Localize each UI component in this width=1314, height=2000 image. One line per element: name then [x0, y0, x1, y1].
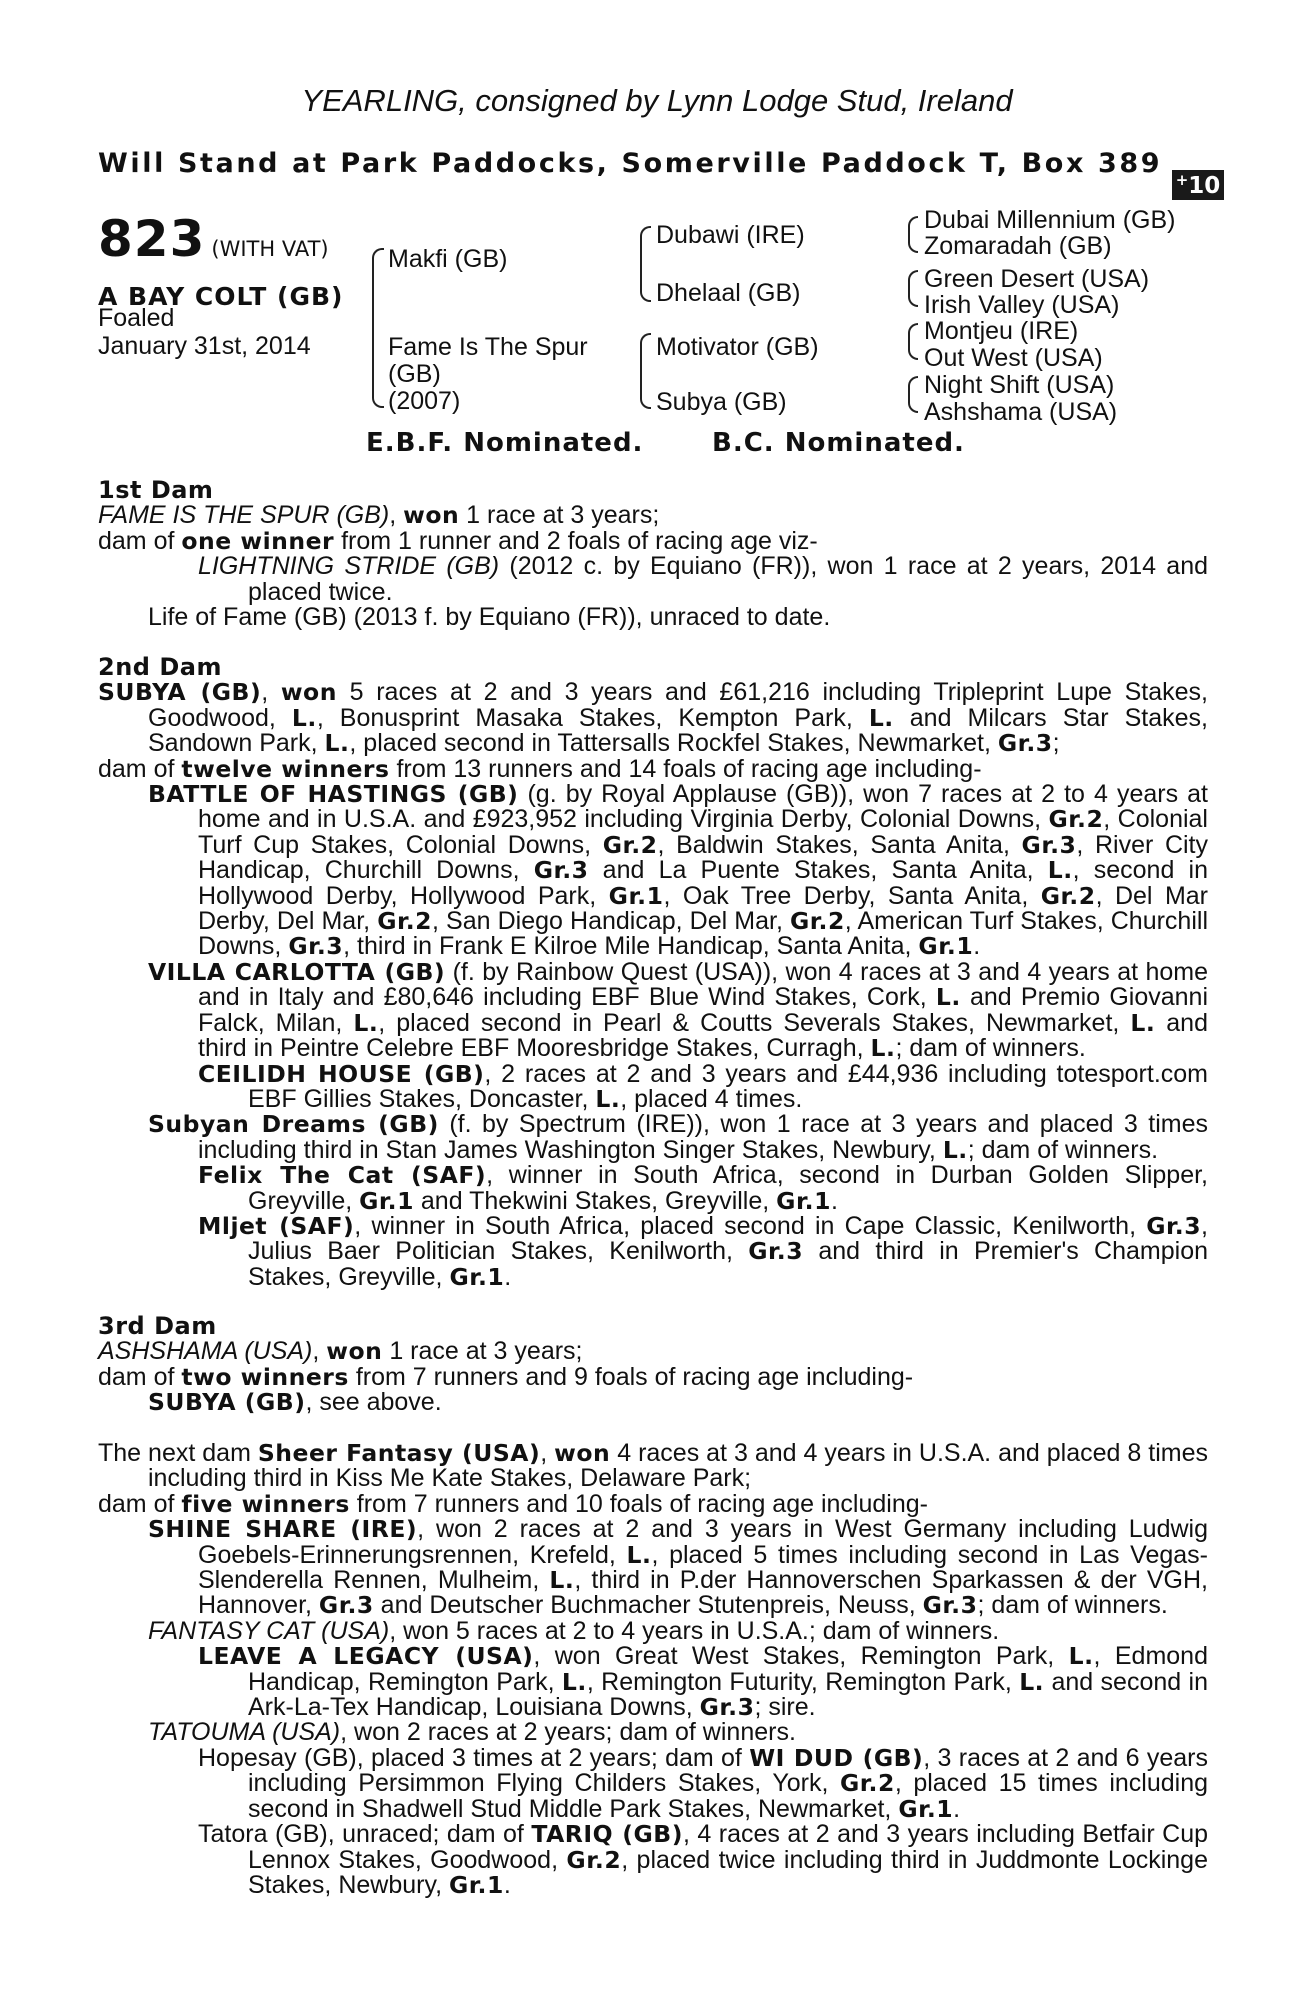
grandparent-6: Out West (USA) — [924, 344, 1103, 372]
brace-dam — [640, 333, 651, 409]
brace-g4 — [908, 376, 918, 413]
brace-g3 — [908, 323, 918, 360]
third-dam-section — [98, 1314, 1208, 1416]
brace-sire — [640, 226, 651, 302]
badge-text: 10 — [1188, 173, 1221, 199]
dam-line-2: (GB) — [388, 360, 441, 388]
foaled-label: Foaled — [98, 304, 175, 332]
produce-mljet: Mljet (SAF), winner in South Africa, placed second in Cape Classic, Kenilworth, Gr.3, Julius Baer Politician Stakes, Kenilworth, Gr.3 and third in Premier's Champion Stakes, Greyville, Gr.1. — [198, 1211, 1208, 1291]
lot-number-block — [98, 210, 329, 268]
third-dam-record: ASHSHAMA (USA), won 1 race at 3 years; — [98, 1337, 583, 1366]
stand-location: Will Stand at Park Paddocks, Somerville Paddock T, Box 389 — [98, 148, 1163, 179]
second-dam-produce: dam of twelve winners from 13 runners and 14 foals of racing age including- — [98, 754, 982, 783]
sire-dam: Dhelaal (GB) — [656, 279, 801, 307]
produce-lightning-stride: LIGHTNING STRIDE (GB) (2012 c. by Equiano (FR)), won 1 race at 2 years, 2014 and placed twice. — [198, 552, 1209, 606]
vat-note: (WITH VAT) — [211, 237, 329, 261]
consignor-line: YEARLING, consigned by Lynn Lodge Stud, Ireland — [301, 83, 1013, 118]
third-dam-produce: dam of two winners from 7 runners and 9 foals of racing age including- — [98, 1362, 914, 1391]
second-dam-heading: 2nd Dam — [98, 653, 222, 681]
produce-subya: SUBYA (GB), see above. — [148, 1388, 442, 1417]
second-dam-section — [98, 655, 1208, 1290]
produce-subyan-dreams: Subyan Dreams (GB) (f. by Spectrum (IRE)), won 1 race at 3 years and placed 3 times including third in Stan James Washington Singer Stakes, Newbury, L.; dam of winners. — [148, 1110, 1208, 1164]
produce-fantasy-cat: FANTASY CAT (USA), won 5 races at 2 to 4 years in U.S.A.; dam of winners. — [148, 1616, 1000, 1645]
first-dam-section — [98, 478, 1208, 630]
sale-badge — [1172, 170, 1224, 200]
dam-sire: Motivator (GB) — [656, 333, 819, 361]
grandparent-7: Night Shift (USA) — [924, 371, 1115, 399]
grandparent-3: Green Desert (USA) — [924, 265, 1150, 293]
dam-dam: Subya (GB) — [656, 388, 787, 416]
produce-tatora: Tatora (GB), unraced; dam of TARIQ (GB), 4 races at 2 and 3 years including Betfair Cup Lennox Stakes, Goodwood, Gr.2, placed twice including third in Juddmonte Lockinge Stakes, Newbury, Gr.1. — [198, 1820, 1209, 1899]
second-dam-record: SUBYA (GB), won 5 races at 2 and 3 years and £61,216 including Tripleprint Lupe Stakes, Goodwood, L., Bonusprint Masaka Stakes, Kempton Park, L. and Milcars Star Stakes, Sandown Park, L., placed second in Tattersalls Rockfel Stakes, Newmarket, Gr.3; — [98, 678, 1208, 758]
third-dam-heading: 3rd Dam — [98, 1312, 217, 1340]
first-dam-heading: 1st Dam — [98, 476, 214, 504]
horse-title: A BAY COLT (GB) — [98, 282, 344, 311]
produce-shine-share: SHINE SHARE (IRE), won 2 races at 2 and 3 years in West Germany including Ludwig Goebels-Erinnerungsrennen, Krefeld, L., placed 5 times including second in Las Vegas-Slenderella Rennen, Mulheim, L., third in P.der Hannoverschen Sparkassen & der VGH, Hannover, Gr.3 and Deutscher Buchmacher Stutenpreis, Neuss, Gr.3; dam of winners. — [148, 1515, 1208, 1620]
produce-villa-carlotta: VILLA CARLOTTA (GB) (f. by Rainbow Quest (USA)), won 4 races at 3 and 4 years at home and in Italy and £80,646 including EBF Blue Wind Stakes, Cork, L. and Premio Giovanni Falck, Milan, L., placed second in Pearl & Coutts Severals Stakes, Newmarket, L. and third in Peintre Celebre EBF Mooresbridge Stakes, Curragh, L.; dam of winners. — [148, 957, 1209, 1063]
lot-number: 823 — [98, 210, 206, 268]
first-dam-produce: dam of one winner from 1 runner and 2 foals of racing age viz- — [98, 526, 818, 555]
brace-g2 — [908, 270, 918, 307]
grandparent-1: Dubai Millennium (GB) — [924, 206, 1176, 234]
grandparent-4: Irish Valley (USA) — [924, 291, 1120, 319]
produce-life-of-fame: Life of Fame (GB) (2013 f. by Equiano (FR)), unraced to date. — [148, 603, 831, 632]
produce-ceilidh-house: CEILIDH HOUSE (GB), 2 races at 2 and 3 years and £44,936 including totesport.com EBF Gillies Stakes, Doncaster, L., placed 4 times. — [198, 1059, 1209, 1113]
grandparent-2: Zomaradah (GB) — [924, 232, 1112, 260]
first-dam-record: FAME IS THE SPUR (GB), won 1 race at 3 years; — [98, 501, 660, 530]
produce-leave-a-legacy: LEAVE A LEGACY (USA), won Great West Stakes, Remington Park, L., Edmond Handicap, Remington Park, L., Remington Futurity, Remington Park, L. and second in Ark-La-Tex Handicap, Louisiana Downs, Gr.3; sire. — [198, 1642, 1208, 1722]
dam-line-1: Fame Is The Spur — [388, 333, 588, 361]
dam-line-3: (2007) — [388, 387, 461, 415]
bc-nominated: B.C. Nominated. — [712, 428, 965, 458]
ebf-nominated: E.B.F. Nominated. — [366, 428, 644, 458]
grandparent-5: Montjeu (IRE) — [924, 317, 1079, 345]
produce-battle-of-hastings: BATTLE OF HASTINGS (GB) (g. by Royal Applause (GB)), won 7 races at 2 to 4 years at home and in U.S.A. and £923,952 including Virginia Derby, Colonial Downs, Gr.2, Colonial Turf Cup Stakes, Colonial Downs, Gr.2, Baldwin Stakes, Santa Anita, Gr.3, River City Handicap, Churchill Downs, Gr.3 and La Puente Stakes, Santa Anita, L., second in Hollywood Derby, Hollywood Park, Gr.1, Oak Tree Derby, Santa Anita, Gr.2, Del Mar Derby, Del Mar, Gr.2, San Diego Handicap, Del Mar, Gr.2, American Turf Stakes, Churchill Downs, Gr.3, third in Frank E Kilroe Mile Handicap, Santa Anita, Gr.1. — [148, 780, 1209, 961]
brace-g1 — [908, 216, 918, 253]
produce-tatouma: TATOUMA (USA), won 2 races at 2 years; dam of winners. — [148, 1718, 796, 1747]
sire: Makfi (GB) — [388, 245, 508, 273]
next-dam-record: The next dam Sheer Fantasy (USA), won 4 races at 3 and 4 years in U.S.A. and placed 8 times including third in Kiss Me Kate Stakes, Delaware Park; — [98, 1439, 1208, 1493]
next-dam-section — [98, 1441, 1208, 1898]
produce-felix-the-cat: Felix The Cat (SAF), winner in South Africa, second in Durban Golden Slipper, Greyville, Gr.1 and Thekwini Stakes, Greyville, Gr.1. — [198, 1161, 1208, 1215]
produce-hopesay: Hopesay (GB), placed 3 times at 2 years; dam of WI DUD (GB), 3 races at 2 and 6 years including Persimmon Flying Childers Stakes, York, Gr.2, placed 15 times including second in Shadwell Stud Middle Park Stakes, Newmarket, Gr.1. — [198, 1743, 1208, 1823]
badge-plus: + — [1175, 171, 1189, 189]
foaled-date: January 31st, 2014 — [98, 332, 311, 360]
brace-gen1 — [372, 248, 384, 408]
sire-sire: Dubawi (IRE) — [656, 221, 805, 249]
grandparent-8: Ashshama (USA) — [924, 398, 1118, 426]
next-dam-produce: dam of five winners from 7 runners and 10 foals of racing age including- — [98, 1489, 928, 1518]
